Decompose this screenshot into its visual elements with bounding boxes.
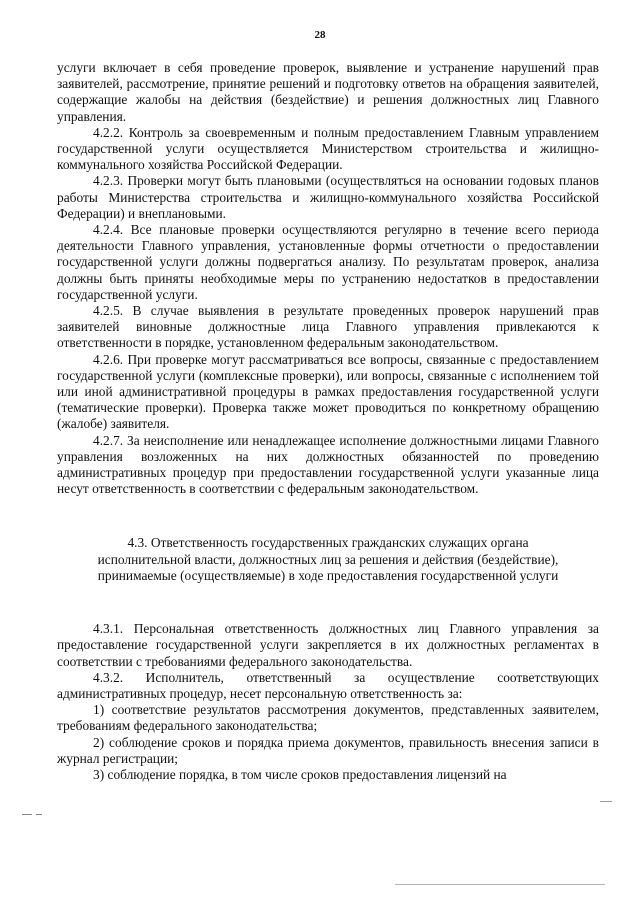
document-body: [57, 60, 599, 783]
list-item-3: 3) соблюдение порядка, в том числе сроков предоставления лицензий на: [93, 766, 507, 782]
list-item-2: 2) соблюдение сроков и порядка приема документов, правильность внесения записи в журнал регистрации;: [57, 734, 599, 766]
paragraph-4-3-1: 4.3.1. Персональная ответственность должностных лиц Главного управления за предоставление государственной услуги закрепляется в их должностных регламентах в соответствии с требованиями федерального законодательства.: [57, 621, 599, 669]
scan-artifact: [22, 814, 32, 815]
paragraph-4-2-5: 4.2.5. В случае выявления в результате проведенных проверок нарушений прав заявителей виновные должностные лица Главного управления привлекаются к ответственности в порядке, установленном федеральным законодательством.: [57, 303, 599, 351]
paragraph-4-2-2: 4.2.2. Контроль за своевременным и полным предоставлением Главным управлением государственной услуги осуществляется Министерством строительства и жилищно-коммунального хозяйства Российской Федерации.: [57, 124, 599, 173]
paragraph-4-3-2: 4.3.2. Исполнитель, ответственный за осуществление соответствующих административных процедур, несет персональную ответственность за:: [57, 669, 599, 701]
section-heading-4-3: 4.3. Ответственность государственных гражданских служащих органа исполнительной власти, должностных лиц за решения и действия (бездействие), принимаемые (осуществляемые) в ходе предоставления государственной услуги: [97, 535, 559, 583]
page-number: 28: [314, 29, 326, 41]
paragraph-4-2-7: 4.2.7. За неисполнение или ненадлежащее исполнение должностными лицами Главного управления возложенных на них должностных обязанностей по проведению административных процедур при предоставлении государственной услуги указанные лица несут ответственность в соответствии с федеральным законодательством.: [57, 432, 599, 497]
scan-artifact: [600, 801, 612, 802]
paragraph-4-2-4: 4.2.4. Все плановые проверки осуществляются регулярно в течение всего периода деятельности Главного управления, установленные формы отчетности о предоставлении государственной услуги должны подвергаться анализу. По результатам проверок, анализа должны быть приняты необходимые меры по устранению недостатков в предоставлении государственной услуги.: [57, 222, 599, 302]
paragraph-4-2-3: 4.2.3. Проверки могут быть плановыми (осуществляться на основании годовых планов работы Министерства строительства и жилищно-коммунального хозяйства Российской Федерации) и внеплановыми.: [57, 173, 599, 221]
list-item-1: 1) соответствие результатов рассмотрения документов, представленных заявителем, требованиям федерального законодательства;: [57, 702, 599, 734]
scan-artifact: [395, 884, 605, 885]
paragraph-4-2-6: 4.2.6. При проверке могут рассматриваться все вопросы, связанные с предоставлением государственной услуги (комплексные проверки), или вопросы, связанные с исполнением той или иной административной процедуры в рамках предоставления государственной услуги (тематические проверки). Проверка также может проводиться по конкретному обращению (жалобе) заявителя.: [57, 351, 599, 432]
paragraph-continuation: услуги включает в себя проведение проверок, выявление и устранение нарушений прав заявителей, рассмотрение, принятие решений и подготовку ответов на обращения заявителей, содержащие жалобы на действия (бездействие) и решения должностных лиц Главного управления.: [57, 60, 599, 124]
scan-artifact: [36, 814, 42, 815]
